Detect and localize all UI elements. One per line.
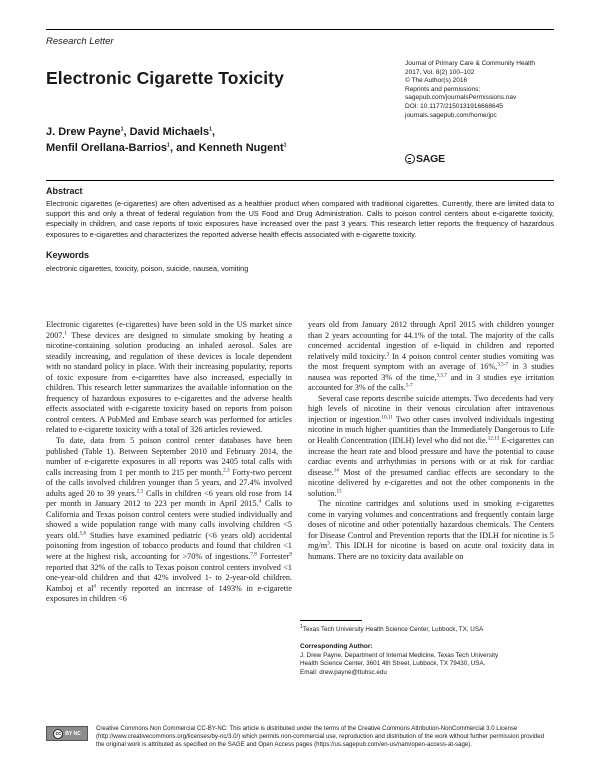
body-column-right [308,320,554,563]
copyright: © The Author(s) 2016 [405,77,468,85]
author-name: Menfil Orellana-Barrios [46,141,168,154]
author-name: J. Drew Payne [46,126,121,138]
abstract-text: Electronic cigarettes (e-cigarettes) are often advertised as a healthier product when compared with traditional cigarettes. Currently, there are limited data to support this and only a threat of federal regulation from the US Food and Drug Administration. Calls to poison control centers about e-cigarette toxicity, especially in children, and case reports of toxic exposures have increased over the past 3 years. This research letter reports the frequency of hazardous exposures to e-cigarettes and characterizes the reported adverse health effects associated with e-cigarette toxicity. [46,199,554,239]
abstract-rule [46,180,554,181]
body-paragraph: The nicotine cartridges and solutions used in smoking e-cigarettes come in varying volumes and concentrations and frequently contain large doses of nicotine and other potentially hazardous chemicals. The Centers for Disease Control and Prevention reports that the IDLH for nicotine is 5 $mg/m^3$. This IDLH for nicotine is based on acute oral toxicity data in humans. There are no toxicity data available on [308,499,554,562]
body-paragraph: Several case reports describe suicide attempts. Two decedents had very high levels of nicotine in their venous circulation after intravenous injection or ingestion.$^{10,11}$ Two other cases involved individuals ingesting nicotine in much higher quantities than the Immediately Dangerous to Life or Health Concentration (IDLH) level who did not die.$^{12,13}$ E-cigarettes can increase the heart rate and blood pressure and have the potential to cause cardiac events and arrhythmias in persons with or at risk for cardiac disease.$^{14}$ Most of the presumed cardiac effects are secondary to the nicotine delivered by e-cigarettes and not the other components in the solution.$^{15}$ [308,393,554,498]
cc-icon: cc [53,729,63,739]
reprints-label: Reprints and permissions: [405,85,481,93]
author-list: J. Drew Payne$^1$, David Michaels$^1$, Menfil Orellana-Barrios$^1$, and Kenneth Nugent$^1$ [46,126,287,154]
journal-info [405,60,565,120]
footnotes [300,620,556,677]
corresponding-line: J. Drew Payne, Department of Internal Medicine, Texas Tech University [300,651,499,659]
sage-logo [405,153,445,165]
section-label: Research Letter [46,36,114,47]
corresponding-email[interactable]: Email: drew.payne@ttuhsc.edu [300,668,387,676]
cc-license-badge[interactable] [46,726,88,741]
top-rule [46,29,554,30]
author-name: David Michaels [129,126,210,138]
journal-home-link[interactable]: journals.sagepub.com/home/jpc [405,111,497,119]
cc-badge-tags: BY NC [65,730,81,737]
sage-logo-text: SAGE [416,153,445,165]
keywords-heading: Keywords [46,250,90,260]
keywords-text: electronic cigarettes, toxicity, poison, suicide, nausea, vomiting [46,264,249,273]
body-paragraph: years old from January 2012 through April 2015 with children younger than 2 years accounting for 44.1% of the total. The majority of the calls concerned accidental ingestion of e-liquid in children and reported relatively mild toxicity.$^3$ In 4 poison control center studies vomiting was the most frequent symptom with an average of 16%,$^{3,5-7}$ in 3 studies nausea was reported 3% of the time,$^{3,5,7}$ and in 3 studies eye irritation accounted for 3% of the calls.$^{5-7}$ [308,320,554,393]
license-text: Creative Commons Non Commercial CC-BY-NC: This article is distributed under the terms of the Creative Commons Attribution-NonCommercial 3.0 License (http://www.creativecommons.org/licenses/by-nc/3.0/) which permits non-commercial use, reproduction and distribution of the work without further permission provided the original work is attributed as specified on the SAGE and Open Access pages (https://us.sagepub.com/en-us/nam/open-access-at-sage). [96,725,545,749]
corresponding-line: Health Science Center, 3601 4th Street, Lubbock, TX 79430, USA. [300,660,486,668]
journal-name: Journal of Primary Care & Community Health [405,60,536,67]
permissions-link[interactable]: sagepub.com/journalsPermissions.nav [405,94,517,102]
sage-logo-icon [405,154,415,164]
abstract-heading: Abstract [46,186,83,196]
journal-volume: 2017, Vol. 8(2) 100–102 [405,68,475,76]
footnote-rule [300,620,362,621]
doi[interactable]: DOI: 10.1177/2150131916668645 [405,102,503,110]
author-name: and Kenneth Nugent [176,141,284,154]
body-paragraph: Electronic cigarettes (e-cigarettes) have been sold in the US market since 2007.$^1$ These devices are designed to simulate smoking by heating a nicotine-containing solution producing an inhaled aerosol. Sales are steadily increasing, and regulation of these devices is locale dependent with no standard policy in place. With their increasing popularity, reports of toxic exposure from e-cigarettes have also increased, especially in children. This research letter summarizes the available information on the frequency of hazardous exposures to e-cigarettes and the adverse health effects associated with e-cigarette toxicity based on reports from poison control centers. A PubMed and Embase search was performed for articles related to e-cigarette toxicity with a total of 326 articles reviewed. [46,320,292,435]
body-column-left [46,320,292,605]
corresponding-heading: Corresponding Author: [300,643,373,651]
body-paragraph: To date, data from 5 poison control center databases have been published (Table 1). Between September 2010 and February 2014, the number of e-cigarette exposures in all reports was 2405 total calls with calls increasing from 1 per month to 215 per month.$^{2,3}$ Forty-two percent of the calls involved children younger than 5 years, and 27.4% involved adults aged 20 to 39 years.$^{2,3}$ Calls in children <6 years old rose from 14 per month in January 2012 to 223 per month in April 2015.$^4$ Calls to California and Texas poison control centers were studied individually and showed a wide population range with many calls involving children <5 years old.$^{5,6}$ Studies have examined pediatric (<6 years old) accidental poisoning from ingestion of tobacco products and found that children <1 were at the highest risk, accounting for >70% of ingestions.$^{7,8}$ Forrester$^9$ reported that 32% of the calls to Texas poison control centers involved <1 one-year-old children and that 42% involved 1- to 2-year-old children. Kamboj et $al^4$ recently reported an increase of 1493% in e-cigarette exposures in children <6 [46,436,293,604]
affiliation: $^1$Texas Tech University Health Science Center, Lubbock, TX, USA [300,623,484,633]
article-title: Electronic Cigarette Toxicity [46,68,284,88]
